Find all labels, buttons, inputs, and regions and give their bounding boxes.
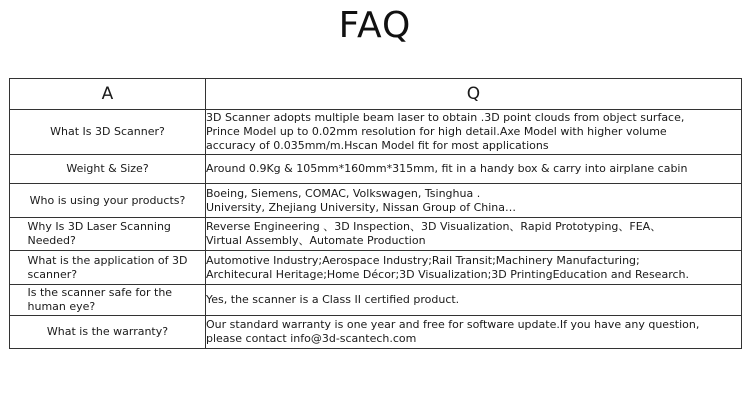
faq-answer: 3D Scanner adopts multiple beam laser to obtain .3D point clouds from object surface, Prince Model up to 0.02mm resolution for high detail.Axe Model with higher volume accuracy of 0.035mm/m.Hscan Model fit for most applications xyxy=(206,110,742,155)
column-header-a: A xyxy=(10,79,206,110)
faq-row xyxy=(10,285,742,316)
faq-question-cell xyxy=(10,251,206,285)
faq-question: What is the warranty? xyxy=(46,325,169,338)
faq-answer: Our standard warranty is one year and free for software update.If you have any question, please contact info@3d-scantech.com xyxy=(206,316,742,349)
faq-answer: Automotive Industry;Aerospace Industry;Rail Transit;Machinery Manufacturing; Architecural Heritage;Home Décor;3D Visualization;3D PrintingEducation and Research. xyxy=(206,251,742,285)
faq-row xyxy=(10,155,742,184)
column-header-q: Q xyxy=(206,79,742,110)
faq-answer: Yes, the scanner is a Class II certified product. xyxy=(206,285,742,316)
faq-answer: Around 0.9Kg & 105mm*160mm*315mm, fit in a handy box & carry into airplane cabin xyxy=(206,155,742,184)
page-title: FAQ xyxy=(338,5,412,46)
faq-row xyxy=(10,110,742,155)
faq-row xyxy=(10,316,742,349)
faq-question: Who is using your products? xyxy=(29,193,186,207)
faq-question: What is the application of 3D scanner? xyxy=(27,253,188,281)
faq-question: Is the scanner safe for the human eye? xyxy=(27,286,173,313)
faq-question-cell xyxy=(10,110,206,155)
faq-header-row xyxy=(10,79,742,110)
faq-question-cell xyxy=(10,155,206,184)
faq-answer: Reverse Engineering 、3D Inspection、3D Visualization、Rapid Prototyping、FEA、 Virtual Assembly、Automate Production xyxy=(206,218,742,251)
faq-question-cell xyxy=(10,285,206,316)
faq-row xyxy=(10,184,742,218)
faq-question-cell xyxy=(10,184,206,218)
faq-row xyxy=(10,251,742,285)
faq-question: What Is 3D Scanner? xyxy=(50,125,165,138)
faq-answer: Boeing, Siemens, COMAC, Volkswagen, Tsinghua . University, Zhejiang University, Nissan Group of China… xyxy=(206,184,742,218)
faq-row xyxy=(10,218,742,251)
faq-question: Weight & Size? xyxy=(66,162,149,175)
faq-question-cell xyxy=(10,316,206,349)
faq-table xyxy=(9,78,742,349)
faq-question: Why Is 3D Laser Scanning Needed? xyxy=(27,220,171,247)
faq-question-cell xyxy=(10,218,206,251)
